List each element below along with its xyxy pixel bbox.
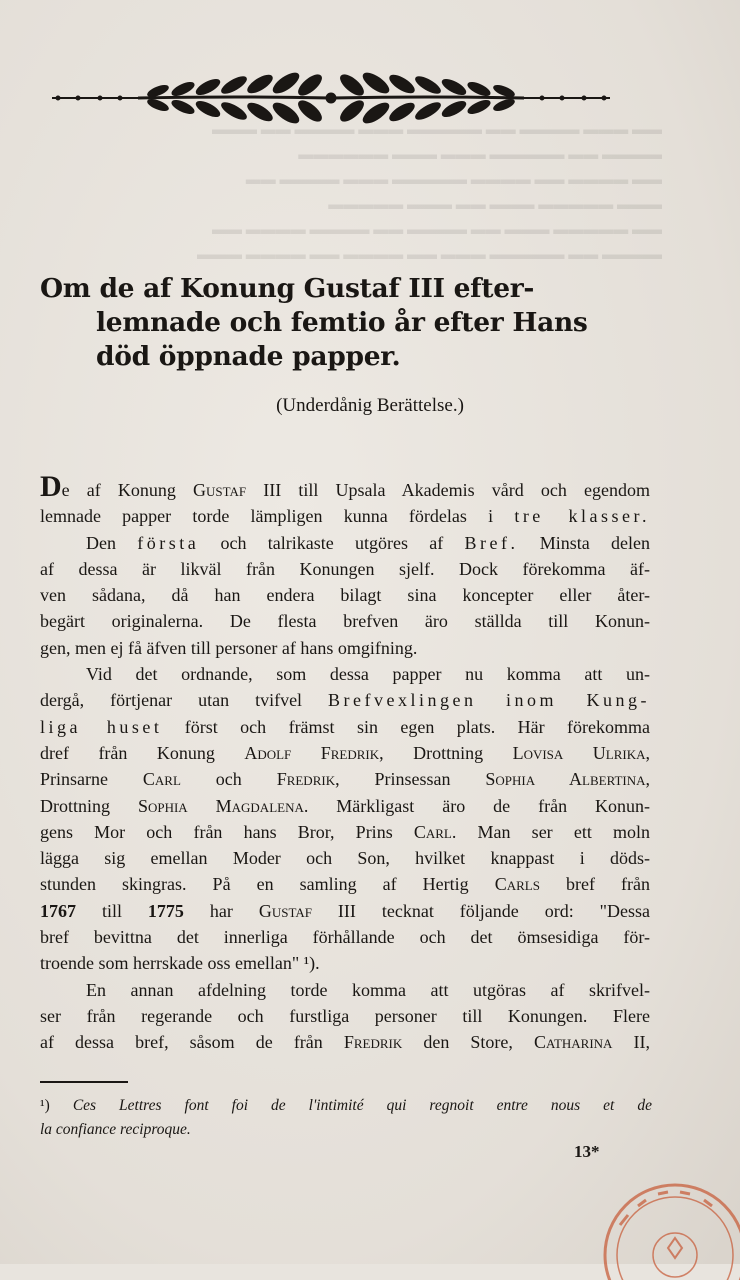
name-run: Fredrik	[276, 769, 336, 790]
floral-ornament-icon	[48, 70, 614, 126]
bleed-through-text: ▬▬ ▬▬▬ ▬▬▬▬ ▬▬ ▬▬▬▬▬ ▬▬▬ ▬▬▬▬ ▬▬ ▬▬▬ ▬▬▬▬ ▬▬ ▬▬▬▬▬ ▬▬▬ ▬▬▬ ▬▬▬▬▬▬ ▬▬ ▬▬▬▬ ▬▬ ▬▬▬▬ ▬▬▬▬▬ ▬▬▬ ▬▬▬▬ ▬▬ ▬▬▬ ▬▬▬▬▬ ▬▬▬ ▬▬ ▬▬▬ ▬▬▬▬▬ ▬▬ ▬▬▬▬▬ ▬▬▬ ▬▬ ▬▬▬▬ ▬▬ ▬▬▬▬ ▬▬▬▬ ▬▬ ▬▬▬▬ ▬▬ ▬▬▬▬▬ ▬▬▬ ▬▬ ▬▬▬▬ ▬▬ ▬▬▬▬ ▬▬▬	[197, 122, 662, 263]
text-run: först och främst sin egen plats. Här förekomma	[162, 716, 650, 737]
text-run: dref från Konung	[40, 742, 245, 763]
text-line	[40, 898, 650, 924]
text-run: ,	[645, 742, 650, 763]
footnote-line	[40, 1094, 652, 1118]
name-run: Carl	[142, 769, 181, 790]
name-run: Fredrik	[343, 1032, 403, 1053]
text-line	[40, 503, 650, 529]
spaced-run: Brefvexlingen inom Kung-	[328, 690, 650, 711]
footnote-rule	[40, 1081, 128, 1083]
text-line	[40, 871, 650, 897]
footnote-line: la confiance reciproque.	[40, 1121, 191, 1138]
spaced-run: Bref.	[464, 532, 519, 553]
text-line: gen, men ej få äfven till personer af hans omgifning.	[40, 637, 418, 658]
text-run: . Man ser ett moln	[451, 821, 650, 842]
text-run: Prinsarne	[40, 769, 143, 790]
name-run: Carl	[413, 821, 452, 842]
text-line: troende som herrskade oss emellan" ¹).	[40, 953, 320, 974]
text-run: Drottning	[40, 795, 138, 816]
name-run: Carls	[494, 874, 540, 895]
text-run: bref från	[539, 874, 650, 895]
text-run: III tecknat följande ord: "Dessa	[311, 900, 650, 921]
text-run: ,	[645, 1032, 651, 1053]
text-run: Den	[86, 532, 138, 553]
spaced-run: tre klasser.	[514, 506, 650, 527]
text-line: ven sådana, då han endera bilagt sina koncepter eller åter-	[40, 585, 650, 606]
text-run: . Märkligast äro de från Konun-	[303, 795, 651, 816]
footnote-marker: ¹)	[40, 1097, 50, 1114]
footnote	[40, 1094, 652, 1142]
name-run: Gustaf	[258, 900, 312, 921]
text-line: En annan afdelning torde komma att utgöras af skrifvel-	[86, 979, 650, 1000]
text-run: stunden skingras. På en samling af Hertig	[40, 874, 495, 895]
name-run: Lovisa Ulrika	[512, 742, 646, 763]
title-line-2: lemnade och femtio år efter Hans	[96, 307, 588, 338]
text-line: lägga sig emellan Moder och Son, hvilket knappast i döds-	[40, 848, 650, 869]
text-run: ,	[645, 769, 651, 790]
text-line: ser från regerande och furstliga personer till Konungen. Flere	[40, 1005, 650, 1026]
body-text	[40, 470, 651, 1056]
text-line: begärt originalerna. De flesta brefven äro ställda till Konun-	[40, 611, 650, 632]
signature-mark: 13*	[574, 1142, 600, 1161]
text-line: af dessa är likväl från Konungen sjelf. Dock förekomma äf-	[40, 558, 650, 579]
text-line	[40, 740, 650, 766]
spaced-run: liga huset	[40, 716, 163, 737]
year-run: 1767	[40, 900, 76, 921]
name-run: Catharina II	[534, 1032, 646, 1053]
text-line	[40, 687, 650, 713]
title-line-1: Om de af Konung Gustaf III efter-	[40, 273, 535, 304]
chapter-title	[40, 272, 652, 374]
name-run: Sophia Albertina	[485, 769, 646, 790]
text-run: e af Konung	[61, 480, 194, 500]
text-line	[40, 530, 650, 556]
text-run: , Prinsessan	[335, 769, 486, 790]
spaced-run: första	[137, 532, 200, 553]
year-run: 1775	[147, 900, 184, 921]
text-run: , Drottning	[379, 742, 513, 763]
text-run: till	[76, 900, 148, 921]
text-run: lemnade papper torde lämpligen kunna fördelas i	[40, 506, 515, 527]
chapter-subtitle: (Underdånig Berättelse.)	[276, 395, 464, 416]
text-run: den Store,	[402, 1032, 534, 1053]
text-line	[40, 714, 650, 740]
text-line	[40, 470, 650, 503]
text-run: dergå, förtjenar utan tvifvel	[40, 690, 329, 711]
text-run: Minsta delen	[518, 532, 651, 553]
text-run: III till Upsala Akademis vård och egendom	[246, 480, 650, 500]
name-run: Adolf Fredrik	[244, 742, 380, 763]
text-run: af dessa bref, såsom de från	[40, 1032, 344, 1053]
text-line	[40, 793, 650, 819]
title-line-3: död öppnade papper.	[96, 341, 401, 372]
text-line	[40, 1029, 650, 1055]
text-line: bref bevittna det innerliga förhållande och det ömsesidiga för-	[40, 927, 650, 948]
name-run: Sophia Magdalena	[137, 795, 304, 816]
text-line: Vid det ordnande, som dessa papper nu komma att un-	[86, 664, 650, 685]
text-line	[40, 819, 650, 845]
text-run: och	[180, 769, 277, 790]
text-run: har	[183, 900, 259, 921]
drop-cap: D	[40, 470, 62, 503]
text-run: och talrikaste utgöres af	[199, 532, 465, 553]
text-line	[40, 766, 650, 792]
name-run: Gustaf	[193, 480, 247, 500]
text-run: Ces Lettres font foi de l'intimité qui regnoit entre nous et de	[72, 1097, 652, 1114]
text-run: gens Mor och från hans Bror, Prins	[40, 821, 414, 842]
